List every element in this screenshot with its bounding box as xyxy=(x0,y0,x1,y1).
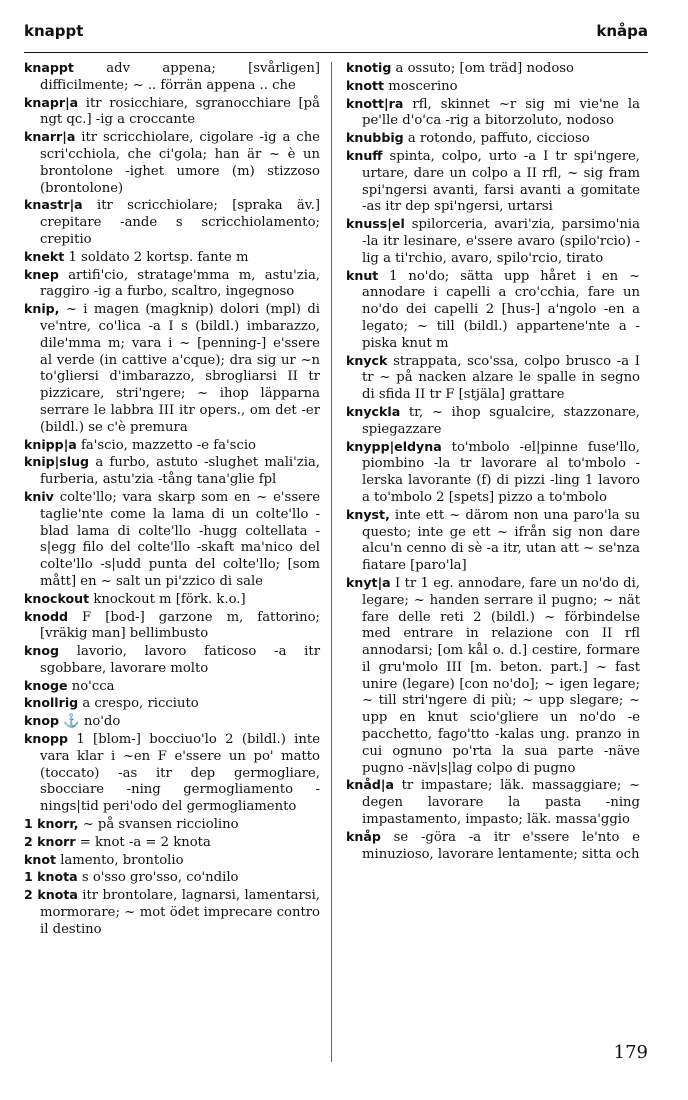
headword: knipp|a xyxy=(24,436,77,452)
headword: knapr|a xyxy=(24,94,79,110)
definition: = knot -a = 2 knota xyxy=(75,834,211,850)
headword: knypp|eldyna xyxy=(346,438,442,454)
definition: lamento, brontolio xyxy=(56,852,184,868)
dictionary-entry xyxy=(24,887,320,938)
definition: a ossuto; [om träd] nodoso xyxy=(391,61,574,76)
headword: knåd|a xyxy=(346,777,394,793)
dictionary-entry xyxy=(24,695,320,713)
dictionary-entry xyxy=(24,834,320,852)
right-column xyxy=(346,60,640,863)
definition: a furbo, astuto -slughet mali'zia, furberia, astu'zia -tång tana'glie fpl xyxy=(40,455,320,488)
headword: knog xyxy=(24,643,60,659)
definition: spinta, colpo, urto -a I tr spi'ngere, urtare, dare un colpo a II rfl, ~ sig fram spi'ngersi avanti, farsi avanti a gomitate -as itr dep spi'ngersi, urtarsi xyxy=(362,148,640,215)
definition: artifi'cio, stratage'mma m, astu'zia, raggiro -ig a furbo, scaltro, ingegnoso xyxy=(40,267,320,300)
definition: I tr 1 eg. annodare, fare un no'do di, legare; ~ handen serrare il pugno; ~ nät fare delle reti 2 (bildl.) ~ förbindelse med entrare in relazione con II rfl annodarsi; [om kål o. d.] cestire, formare il gru'molo III [m. beton. part.] ~ fast unire (legare) [con no'do]; ~ igen legare; ~ till stri'ngere di più; ~ upp slegare; ~ upp en knut scio'gliere un no'do -e pacchetto, fago'tto -kalas ung. pranzo in cui ognuno po'rta la sua parte -näve pugno -näv|s|lag colpo di pugno xyxy=(362,575,640,776)
dictionary-entry xyxy=(24,197,320,248)
dictionary-entry xyxy=(346,439,640,507)
headword: knockout xyxy=(24,590,90,606)
definition: 1 [blom-] bocciuo'lo 2 (bildl.) inte vara klar i ~en F e'ssere un po' matto (toccato) -as itr dep germogliare, sbocciare -ning germogliamento -nings|tid peri'odo del germogliamento xyxy=(40,732,320,815)
dictionary-entry xyxy=(346,829,640,864)
definition: colte'llo; vara skarp som en ~ e'ssere taglie'nte come la lama di un colte'llo -blad lama di colte'llo -hugg coltellata -s|egg filo del colte'llo -skaft ma'nico del colte'llo -s|udd punta del colte'llo; [som mått] en ~ salt un pi'zzico di sale xyxy=(40,489,320,589)
definition: fa'scio, mazzetto -e fa'scio xyxy=(76,437,256,453)
headword: knoge xyxy=(24,677,68,693)
headword: knodd xyxy=(24,608,69,624)
dictionary-entry xyxy=(24,609,320,644)
headword: knopp xyxy=(24,731,69,747)
headword: knyst, xyxy=(346,506,390,522)
headword: knot xyxy=(24,851,57,867)
definition: tr, ~ ihop sgualcire, stazzonare, spiegazzare xyxy=(362,404,640,437)
definition: inte ett ~ därom non una paro'la su questo; inte ge ett ~ ifrån sig non dare alcu'n cenno di sè -a itr, utan att ~ se'nza fiatare [paro'la] xyxy=(362,507,640,574)
dictionary-entry xyxy=(346,96,640,131)
header-rule xyxy=(24,52,648,53)
definition: knockout m [förk. k.o.] xyxy=(89,591,246,607)
dictionary-entry xyxy=(24,437,320,455)
headword: knuff xyxy=(346,147,383,163)
definition: ~ i magen (magknip) dolori (mpl) di ve'ntre, co'lica -a I s (bildl.) imbarazzo, dile'mma m; vara i ~ [penning-] e'ssere al verde (in cattive a'cque); dra sig ur ~n to'gliersi d'imbarazzo, sbrogliarsi II tr pizzicare, stri'ngere; ~ ihop läpparna serrare le labbra III itr opers., om det -er (bildl.) se c'è premura xyxy=(40,302,320,435)
definition: moscerino xyxy=(384,78,458,94)
dictionary-entry xyxy=(24,454,320,489)
dictionary-entry xyxy=(346,404,640,439)
definition: s o'sso gro'sso, co'ndilo xyxy=(77,870,239,886)
dictionary-entry xyxy=(24,713,320,731)
dictionary-entry xyxy=(24,816,320,834)
definition: F [bod-] garzone m, fattorino; [vräkig man] bellimbusto xyxy=(40,609,320,642)
running-head-left: knappt xyxy=(24,22,84,40)
headword: knip, xyxy=(24,301,60,317)
definition: 1 no'do; sätta upp håret i en ~ annodare i capelli a cro'cchia, fare un no'do dei capelli 2 [hus-] a'ngolo -en a legato; ~ till (bildl.) appartene'nte a -piska knut m xyxy=(362,268,640,351)
definition: a crespo, ricciuto xyxy=(78,696,199,712)
dictionary-entry xyxy=(346,60,640,78)
headword: 2 knorr xyxy=(24,833,76,849)
headword: knut xyxy=(346,267,379,283)
definition: a rotondo, paffuto, ciccioso xyxy=(403,131,590,147)
dictionary-entry xyxy=(24,591,320,609)
headword: knarr|a xyxy=(24,129,76,145)
dictionary-entry xyxy=(24,129,320,197)
headword: knyckla xyxy=(346,403,401,419)
headword: knappt xyxy=(24,60,74,75)
dictionary-entry xyxy=(24,60,320,95)
headword: knott xyxy=(346,77,385,93)
dictionary-entry xyxy=(24,301,320,436)
definition: adv appena; [svårligen] difficilmente; ~ .. förrän appena .. che xyxy=(40,61,320,93)
headword: knollrig xyxy=(24,695,79,711)
dictionary-entry xyxy=(24,267,320,302)
definition: se -göra -a itr e'ssere le'nto e minuzioso, lavorare lentamente; sitta och xyxy=(362,829,640,862)
headword: knåp xyxy=(346,828,381,844)
dictionary-entry xyxy=(24,489,320,591)
dictionary-entry xyxy=(346,78,640,96)
headword: knastr|a xyxy=(24,197,83,213)
dictionary-entry xyxy=(346,575,640,778)
dictionary-entry xyxy=(346,777,640,828)
definition: 1 soldato 2 kortsp. fante m xyxy=(64,249,249,265)
definition: no'cca xyxy=(67,678,115,694)
dictionary-entry xyxy=(346,268,640,353)
dictionary-entry xyxy=(24,249,320,267)
headword: knep xyxy=(24,266,59,282)
definition: ~ på svansen ricciolino xyxy=(78,817,239,833)
headword: knott|ra xyxy=(346,95,404,111)
dictionary-entry xyxy=(346,148,640,216)
definition: to'mbolo -el|pinne fuse'llo, piombino -la tr lavorare al to'mbolo -lerska lavorante (f) di pizzi -ling 1 lavoro a to'mbolo 2 [spets] pizzo a to'mbolo xyxy=(362,439,640,505)
dictionary-entry xyxy=(24,852,320,870)
dictionary-entry xyxy=(346,507,640,575)
definition: itr scricchiolare; [spraka äv.] crepitare -ande s scricchiolamento; crepitio xyxy=(40,198,320,247)
running-head-right: knåpa xyxy=(596,22,648,40)
headword: knip|slug xyxy=(24,454,90,470)
definition: ⚓ no'do xyxy=(59,714,121,730)
definition: rfl, skinnet ~r sig mi vie'ne la pe'lle d'o'ca -rig a bitorzoluto, nodoso xyxy=(362,96,640,129)
headword: 1 knorr, xyxy=(24,816,79,832)
headword: 2 knota xyxy=(24,887,78,903)
definition: tr impastare; läk. massaggiare; ~ degen lavorare la pasta -ning impastamento, impasto; läk. massa'ggio xyxy=(362,778,640,828)
headword: knuss|el xyxy=(346,216,405,232)
headword: knubbig xyxy=(346,130,404,146)
definition: itr rosicchiare, sgranocchiare [på ngt qc.] -ig a croccante xyxy=(40,95,320,128)
dictionary-entry xyxy=(346,353,640,404)
dictionary-entry xyxy=(24,731,320,816)
headword: knyt|a xyxy=(346,574,391,590)
definition: spilorceria, avari'zia, parsimo'nia -la itr lesinare, e'ssere avaro (spilo'rcio) -lig a ti'rchio, avaro, spilo'rcio, tirato xyxy=(362,217,640,266)
dictionary-entry xyxy=(24,678,320,696)
definition: itr brontolare, lagnarsi, lamentarsi, mormorare; ~ mot ödet imprecare contro il destino xyxy=(40,888,320,937)
page-number: 179 xyxy=(613,1042,648,1063)
headword: knyck xyxy=(346,352,388,368)
dictionary-entry xyxy=(24,643,320,678)
definition: lavorio, lavoro faticoso -a itr sgobbare, lavorare molto xyxy=(40,644,320,676)
headword: 1 knota xyxy=(24,869,78,885)
definition: itr scricchiolare, cigolare -ig a che scri'cchiola, che ci'gola; han är ~ è un brontolone -ighet umore (m) stizzoso (brontolone) xyxy=(40,130,320,196)
running-head xyxy=(24,22,648,46)
dictionary-entry xyxy=(346,216,640,267)
left-column xyxy=(24,60,320,939)
dictionary-entry xyxy=(24,95,320,130)
column-divider xyxy=(331,62,332,1062)
dictionary-entry xyxy=(24,869,320,887)
headword: knekt xyxy=(24,248,65,264)
headword: kniv xyxy=(24,488,54,504)
dictionary-entry xyxy=(346,130,640,148)
definition: strappata, sco'ssa, colpo brusco -a I tr ~ på nacken alzare le spalle in segno di sfida II tr F [stjäla] grattare xyxy=(362,353,640,403)
headword: knotig xyxy=(346,60,392,75)
headword: knop xyxy=(24,713,60,729)
